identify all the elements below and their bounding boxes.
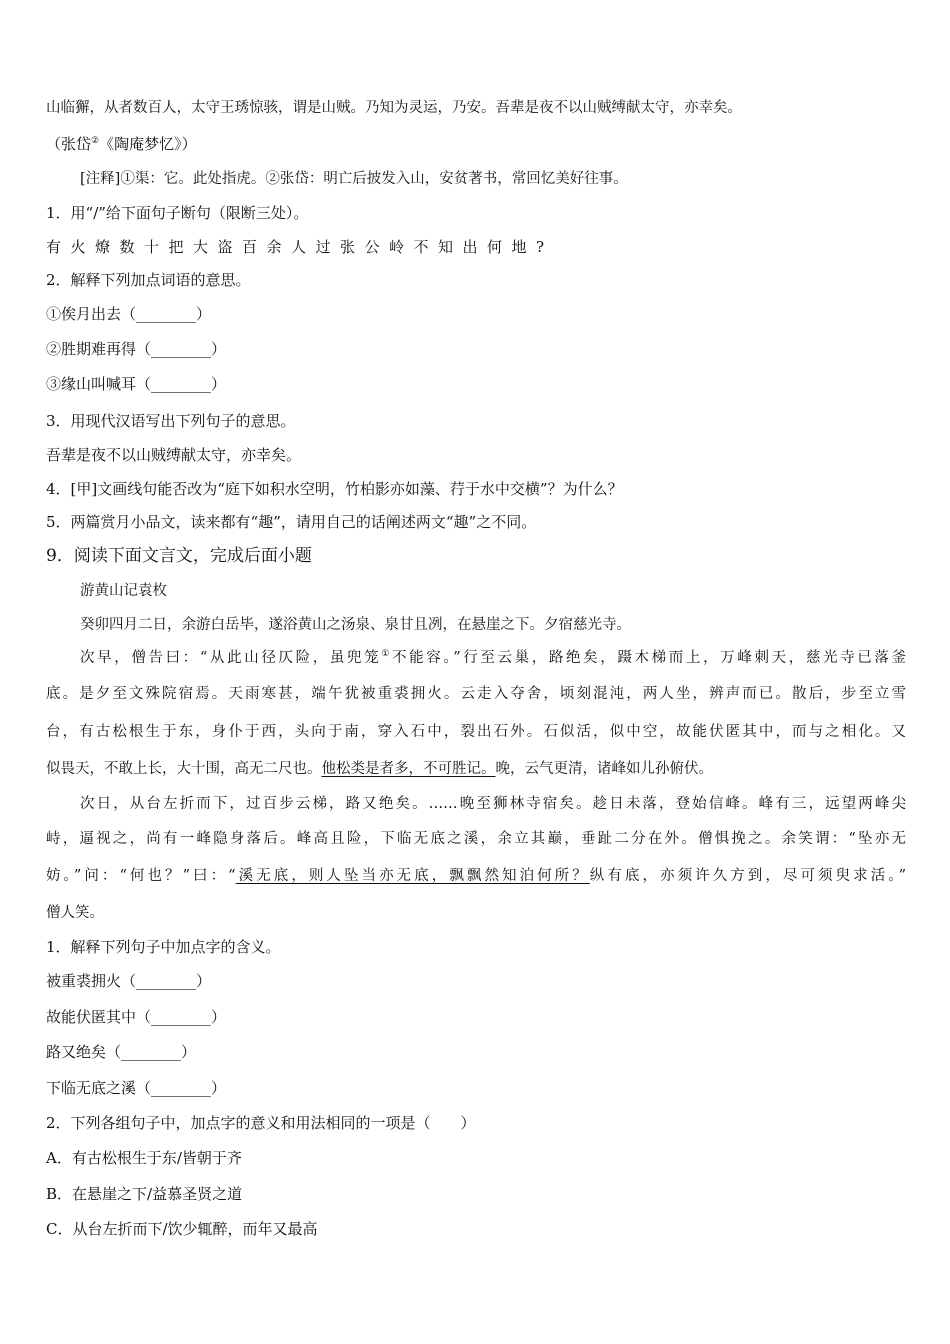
sub-question-1-item: 下临无底之溪（________）: [46, 1079, 227, 1097]
underlined-sentence: 他松类是者多，不可胜记。: [321, 761, 496, 777]
question-3-title: 3．用现代汉语写出下列句子的意思。: [46, 412, 296, 430]
source-post: 《陶庵梦忆》）: [99, 135, 197, 153]
option-b: B．在悬崖之下/益慕圣贤之道: [46, 1185, 243, 1203]
question-3-sentence: 吾辈是夜不以山贼缚献太守，亦幸矣。: [46, 446, 302, 464]
text-run: 不能容。”行至云巢，路绝矣，蹑木梯而上，万峰刺天，慈光寺已落釜: [391, 650, 906, 666]
footnote-marker: ①: [381, 649, 392, 659]
passage-paragraph-3-line-3: [46, 866, 906, 886]
question-2-item: ②胜期难再得（________）: [46, 340, 227, 358]
question-4-title: 4．[甲]文画线句能否改为“庭下如积水空明，竹柏影亦如藻、荇于水中交横”？为什么？: [46, 480, 623, 498]
source-sup: ②: [91, 136, 100, 146]
question-1-title: 1．用“/”给下面句子断句（限断三处）。: [46, 204, 309, 222]
text-run: 晚，云气更清，诸峰如儿孙俯伏。: [495, 761, 713, 777]
question-2-item: ①俟月出去（________）: [46, 305, 212, 323]
text-run: 妨。”问：“何也？”曰：“: [46, 868, 236, 884]
underlined-sentence: 溪无底，则人坠当亦无底，飘飘然知泊何所？: [235, 868, 590, 884]
sub-question-1-item: 故能伏匿其中（________）: [46, 1008, 227, 1026]
question-5-title: 5．两篇赏月小品文，读来都有“趣”，请用自己的话阐述两文“趣”之不同。: [46, 513, 537, 531]
passage-paragraph-2-line-4: [46, 759, 713, 779]
text-run: 纵有底，亦须许久方到，尽可须臾求活。”: [589, 868, 906, 884]
source-pre: （张岱: [46, 135, 92, 153]
passage-paragraph-3-line-4: 僧人笑。: [46, 905, 104, 921]
question-9-heading: 9．阅读下面文言文，完成后面小题: [46, 546, 312, 566]
sub-question-1-item: 被重裘拥火（________）: [46, 972, 212, 990]
passage-paragraph-3-line-2: 峙，逼视之，尚有一峰隐身落后。峰高且险，下临无底之溪，余立其巅，垂趾二分在外。僧惧挽之。余笑谓：“坠亦无: [46, 831, 906, 847]
text-run: 似畏天，不敢上长，大十围，高无二尺也。: [46, 761, 322, 777]
option-a: A．有古松根生于东/皆朝于齐: [46, 1149, 242, 1167]
sub-question-2-title: 2．下列各组句子中，加点字的意义和用法相同的一项是（ ）: [46, 1114, 476, 1132]
passage-paragraph-2-line-2: 底。是夕至文殊院宿焉。天雨寒甚，端午犹被重裘拥火。云走入夺舍，顷刻混沌，两人坐，辨声而已。散后，步至立雪: [46, 686, 906, 702]
source-citation: [46, 134, 197, 154]
annotation-note: [注释]①渠：它。此处指虎。②张岱：明亡后披发入山，安贫著书，常回忆美好往事。: [80, 171, 628, 187]
sub-question-1-item: 路又绝矣（________）: [46, 1043, 197, 1061]
passage-paragraph-1: 癸卯四月二日，余游白岳毕，遂浴黄山之汤泉、泉甘且冽，在悬崖之下。夕宿慈光寺。: [80, 617, 631, 633]
sub-question-1-title: 1．解释下列句子中加点字的含义。: [46, 938, 281, 956]
passage-line-end: 山临獬，从者数百人，太守王琇惊骇，谓是山贼。乃知为灵运，乃安。吾辈是夜不以山贼缚献太守，亦幸矣。: [46, 100, 742, 116]
passage-paragraph-3-line-1: 次日，从台左折而下，过百步云梯，路又绝矣。……晚至狮林寺宿矣。趁日未落，登始信峰。峰有三，远望两峰尖: [80, 796, 906, 812]
option-c: C．从台左折而下/饮少辄醉，而年又最高: [46, 1220, 318, 1238]
passage-title: 游黄山记袁枚: [80, 583, 167, 599]
question-1-sentence: 有火燎数十把大盗百余人过张公岭不知出何地?: [46, 238, 554, 256]
passage-paragraph-2-line-3: 台，有古松根生于东，身仆于西，头向于南，穿入石中，裂出石外。石似活，似中空，故能伏匿其中，而与之相化。又: [46, 724, 906, 740]
question-2-item: ③缘山叫喊耳（________）: [46, 375, 227, 393]
text-run: 次早，僧告曰：“从此山径仄险，虽兜笼: [80, 650, 382, 666]
passage-paragraph-2-line-1: [80, 648, 906, 668]
question-2-title: 2．解释下列加点词语的意思。: [46, 271, 251, 289]
